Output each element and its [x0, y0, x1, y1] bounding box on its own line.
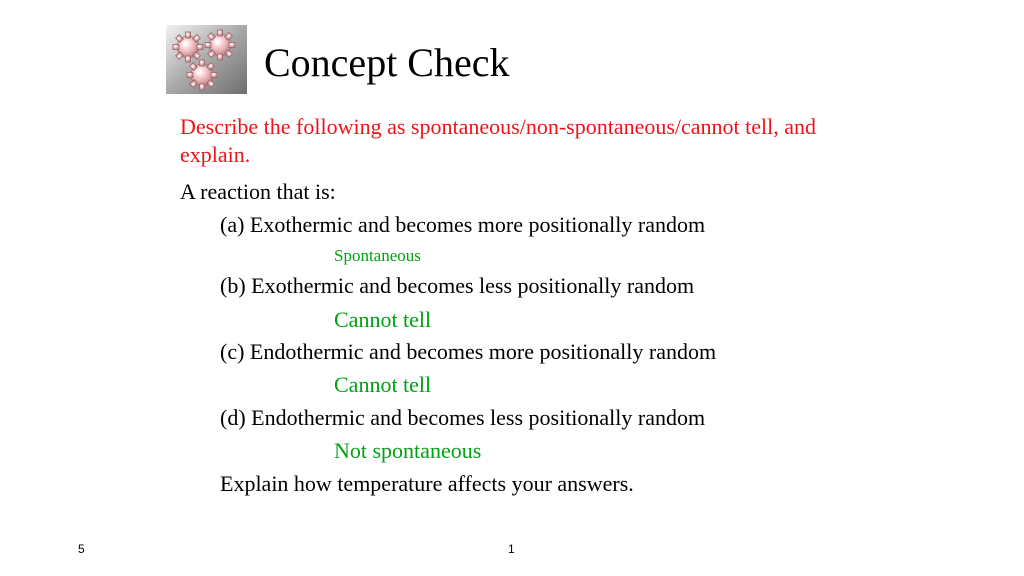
slide-title: Concept Check — [264, 40, 510, 85]
page-number: 1 — [508, 542, 515, 556]
slide-number-left: 5 — [78, 542, 85, 556]
item-c-text: (c) Endothermic and becomes more positionally random — [220, 339, 717, 364]
intro-text: A reaction that is: — [180, 179, 336, 204]
gears-icon — [166, 25, 247, 94]
item-b-answer: Cannot tell — [334, 307, 432, 332]
item-b-text: (b) Exothermic and becomes less positionally random — [220, 273, 695, 298]
closing-text: Explain how temperature affects your answers. — [220, 471, 634, 496]
item-c-answer: Cannot tell — [334, 372, 432, 397]
item-d-answer: Not spontaneous — [334, 438, 482, 463]
question-prompt: Describe the following as spontaneous/non-spontaneous/cannot tell, and explain. — [180, 114, 817, 167]
item-a-text: (a) Exothermic and becomes more positionally random — [220, 212, 706, 237]
item-d-text: (d) Endothermic and becomes less positionally random — [220, 405, 706, 430]
item-a-answer: Spontaneous — [334, 246, 421, 265]
